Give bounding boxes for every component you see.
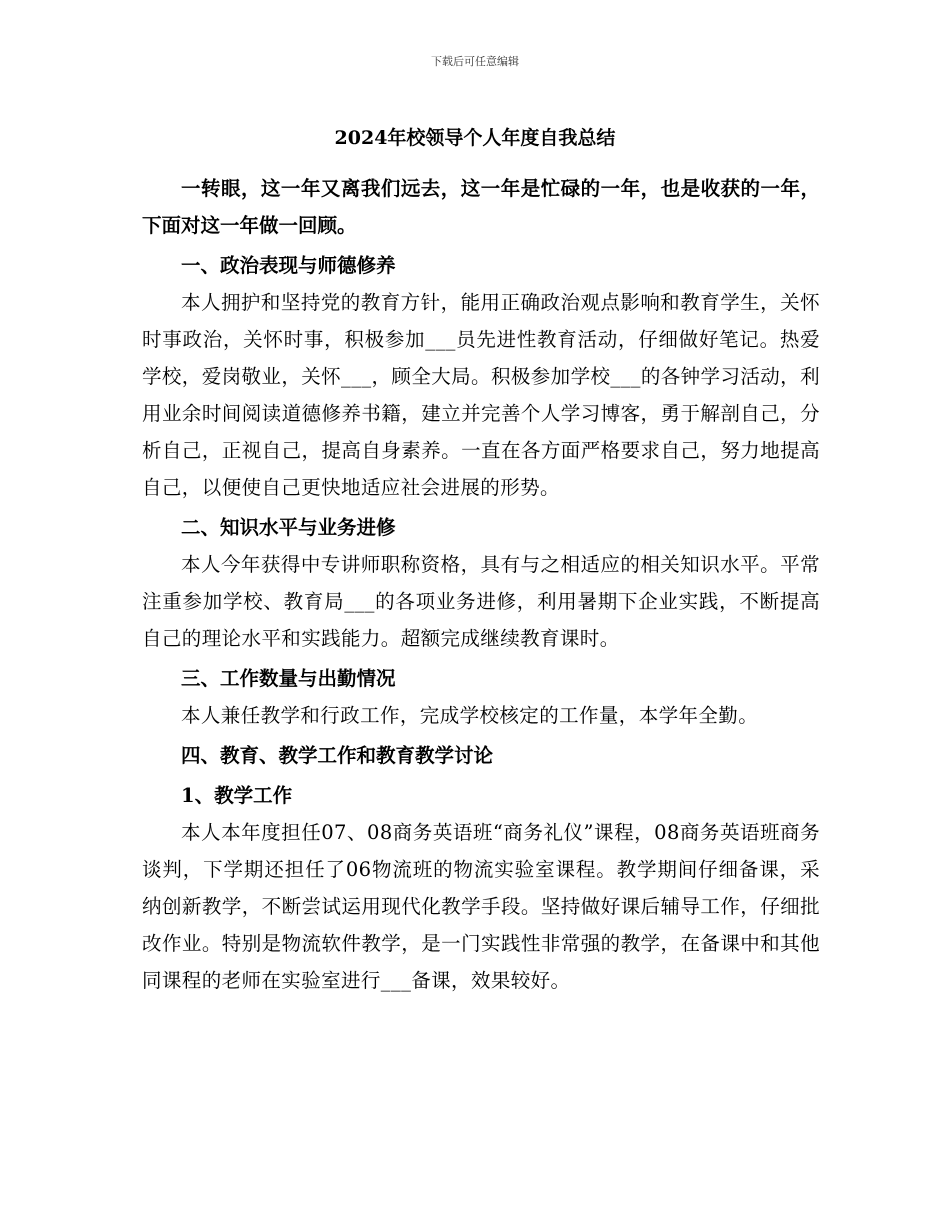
section-heading-political: 一、政治表现与师德修养 (181, 254, 396, 277)
section-body-workload: 本人兼任教学和行政工作，完成学校核定的工作量，本学年全勤。 (181, 704, 759, 727)
section-heading-teaching-research: 四、教育、教学工作和教育教学讨论 (181, 744, 494, 767)
section-heading-workload: 三、工作数量与出勤情况 (181, 667, 396, 690)
subsection-heading-teaching: 1、教学工作 (181, 784, 293, 807)
section-heading-knowledge: 二、知识水平与业务进修 (181, 516, 396, 539)
section-body-political: 本人拥护和坚持党的教育方针，能用正确政治观点影响和教育学生，关怀时事政治，关怀时事，积极参加___员先进性教育活动，仔细做好笔记。热爱学校，爱岗敬业，关怀___，顾全大局。积极参加学校___的各钟学习活动，利用业余时间阅读道德修养书籍，建立并完善个人学习博客，勇于解剖自己，分析自己，正视自己，提高自身素养。一直在各方面严格要求自己，努力地提高自己，以便使自己更快地适应社会进展的形势。 (142, 291, 820, 499)
header-note: 下载后可任意编辑 (431, 55, 519, 68)
intro-paragraph: 一转眼，这一年又离我们远去，这一年是忙碌的一年，也是收获的一年，下面对这一年做一回顾。 (142, 177, 820, 237)
section-body-knowledge: 本人今年获得中专讲师职称资格，具有与之相适应的相关知识水平。平常注重参加学校、教育局___的各项业务进修，利用暑期下企业实践，不断提高自己的理论水平和实践能力。超额完成继续教育课时。 (142, 553, 820, 650)
subsection-body-teaching: 本人本年度担任07、08商务英语班“商务礼仪”课程，08商务英语班商务谈判，下学期还担任了06物流班的物流实验室课程。教学期间仔细备课，采纳创新教学，不断尝试运用现代化教学手段。坚持做好课后辅导工作，仔细批改作业。特别是物流软件教学，是一门实践性非常强的教学，在备课中和其他同课程的老师在实验室进行___备课，效果较好。 (142, 821, 820, 992)
document-title: 2024年校领导个人年度自我总结 (334, 127, 616, 149)
document-body (142, 170, 820, 999)
